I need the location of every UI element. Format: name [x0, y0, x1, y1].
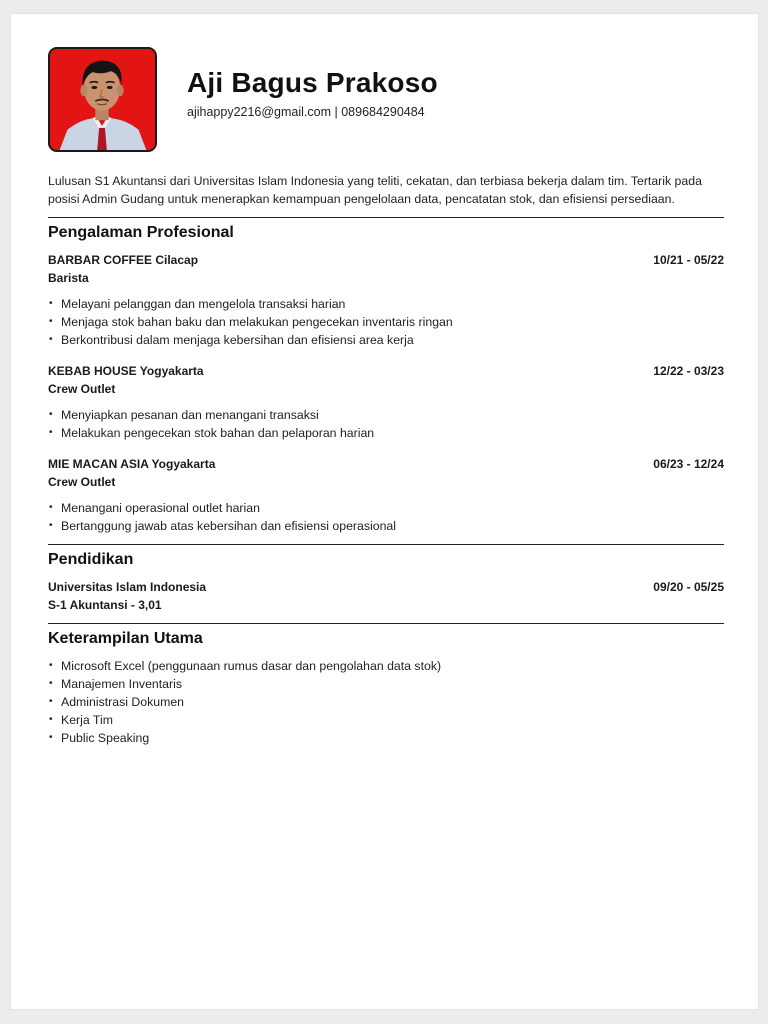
- profile-photo-image: [50, 49, 155, 150]
- job-duties: [48, 499, 724, 535]
- job-company: KEBAB HOUSE Yogyakarta: [48, 364, 204, 378]
- experience-section: [48, 217, 724, 535]
- job-header: [48, 455, 724, 473]
- skill-item: • Manajemen Inventaris: [48, 675, 724, 693]
- job-header: [48, 362, 724, 380]
- job-period: 10/21 - 05/22: [653, 253, 724, 267]
- section-title-experience: Pengalaman Profesional: [48, 224, 234, 241]
- full-name: Aji Bagus Prakoso: [187, 66, 438, 98]
- resume-page: [10, 13, 759, 1010]
- contact-info: ajihappy2216@gmail.com | 089684290484: [187, 104, 425, 119]
- job-company: MIE MACAN ASIA Yogyakarta: [48, 457, 216, 471]
- job-role: Crew Outlet: [48, 475, 116, 489]
- education-section: [48, 544, 724, 614]
- job-duty-item: • Bertanggung jawab atas kebersihan dan efisiensi operasional: [48, 517, 724, 535]
- job-duties: [48, 295, 724, 349]
- job-duty-item: • Menangani operasional outlet harian: [48, 499, 724, 517]
- job-role: Barista: [48, 271, 89, 285]
- resume-content: [48, 47, 724, 747]
- job-role: Crew Outlet: [48, 382, 116, 396]
- education-school: Universitas Islam Indonesia: [48, 580, 207, 594]
- skill-item: • Public Speaking: [48, 729, 724, 747]
- education-entry: [48, 578, 724, 614]
- skill-item: • Administrasi Dokumen: [48, 693, 724, 711]
- section-title-education: Pendidikan: [48, 551, 134, 568]
- skills-list: [48, 657, 724, 747]
- skills-section: [48, 623, 724, 747]
- job-duty-item: • Melakukan pengecekan stok bahan dan pelaporan harian: [48, 424, 724, 442]
- profile-summary: Lulusan S1 Akuntansi dari Universitas Islam Indonesia yang teliti, cekatan, dan terbiasa bekerja dalam tim. Tertarik pada posisi Admin Gudang untuk menerapkan kemampuan pengelolaan data, pencatatan stok, dan efisiensi persediaan.: [48, 174, 702, 206]
- education-header: [48, 578, 724, 596]
- identity-block: [187, 67, 438, 119]
- job-entry: [48, 362, 724, 442]
- education-period: 09/20 - 05/25: [653, 580, 724, 594]
- profile-photo: [48, 47, 157, 152]
- skill-item: • Kerja Tim: [48, 711, 724, 729]
- job-company: BARBAR COFFEE Cilacap: [48, 253, 199, 267]
- job-entry: [48, 251, 724, 349]
- job-duty-item: • Menjaga stok bahan baku dan melakukan pengecekan inventaris ringan: [48, 313, 724, 331]
- resume-header: [48, 47, 724, 152]
- job-header: [48, 251, 724, 269]
- job-period: 06/23 - 12/24: [653, 457, 724, 471]
- job-duties: [48, 406, 724, 442]
- job-period: 12/22 - 03/23: [653, 364, 724, 378]
- job-duty-item: • Berkontribusi dalam menjaga kebersihan dan efisiensi area kerja: [48, 331, 724, 349]
- job-duty-item: • Melayani pelanggan dan mengelola transaksi harian: [48, 295, 724, 313]
- education-degree: S-1 Akuntansi - 3,01: [48, 598, 162, 612]
- job-entry: [48, 455, 724, 535]
- skill-item: • Microsoft Excel (penggunaan rumus dasar dan pengolahan data stok): [48, 657, 724, 675]
- job-duty-item: • Menyiapkan pesanan dan menangani transaksi: [48, 406, 724, 424]
- section-title-skills: Keterampilan Utama: [48, 630, 203, 647]
